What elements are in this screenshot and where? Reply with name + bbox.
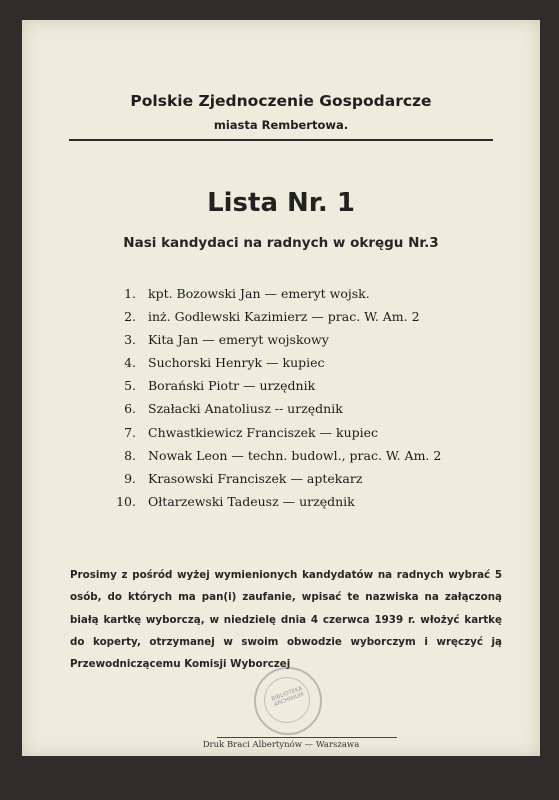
footer-divider [217,737,397,738]
candidate-number: 8. [124,447,136,463]
city-name: miasta Rembertowa. [213,118,349,132]
candidate-number: 10. [116,493,136,509]
candidate-number: 2. [124,309,136,325]
candidate-item [110,444,441,467]
candidate-entry: Chwastkiewicz Franciszek — kupiec [148,424,379,440]
candidate-item [110,467,441,490]
list-subtitle: Nasi kandydaci na radnych w okręgu Nr.3 [123,235,439,251]
candidate-number: 3. [124,332,136,348]
candidate-number: 9. [124,470,136,486]
candidate-entry: kpt. Bozowski Jan — emeryt wojsk. [148,286,370,301]
candidate-item [110,421,441,444]
voting-instructions: Prosimy z pośród wyżej wymienionych kandydatów na radnych wybrać 5 osób, do których ma pan(i) zaufanie, wpisać te nazwiska na załączoną białą kartkę wyborczą, w niedzielę dnia 4 czerwca 1939 r. włożyć kartkę do koperty, otrzymanej w swoim obwodzie wyborczym i wręczyć ją Przewodniczącemu Komisji Wyborczej [70,569,502,671]
candidate-item [110,374,441,397]
candidate-item [110,397,441,420]
candidate-number: 1. [124,286,136,301]
candidate-item [110,351,441,374]
candidate-item [110,305,441,328]
candidate-number: 5. [124,378,136,394]
candidate-item [110,490,441,513]
candidate-entry: Krasowski Franciszek — aptekarz [148,470,363,486]
candidate-list [110,282,441,513]
candidate-entry: Kita Jan — emeryt wojskowy [148,332,329,348]
candidate-number: 7. [124,424,136,440]
list-title: Lista Nr. 1 [207,188,355,218]
candidate-item [110,328,441,351]
printer-imprint: Druk Braci Albertynów — Warszawa [202,740,360,750]
organization-name: Polskie Zjednoczenie Gospodarcze [130,92,432,110]
candidate-entry: Ołtarzewski Tadeusz — urzędnik [148,493,355,509]
candidate-entry: Suchorski Henryk — kupiec [148,355,325,371]
candidate-entry: inż. Godlewski Kazimierz — prac. W. Am. 2 [148,309,420,325]
candidate-number: 4. [124,355,136,371]
leaflet-page [22,20,540,756]
candidate-entry: Borański Piotr — urzędnik [148,378,316,394]
candidate-item [110,282,441,305]
candidate-number: 6. [124,401,136,417]
candidate-entry: Szałacki Anatoliusz -- urzędnik [148,401,343,417]
header-divider [69,139,493,141]
archive-stamp-icon [254,667,322,735]
candidate-entry: Nowak Leon — techn. budowl., prac. W. Am. 2 [148,447,442,463]
stamp-text: BIBLIOTEKA ARCHIWUM [270,685,305,708]
